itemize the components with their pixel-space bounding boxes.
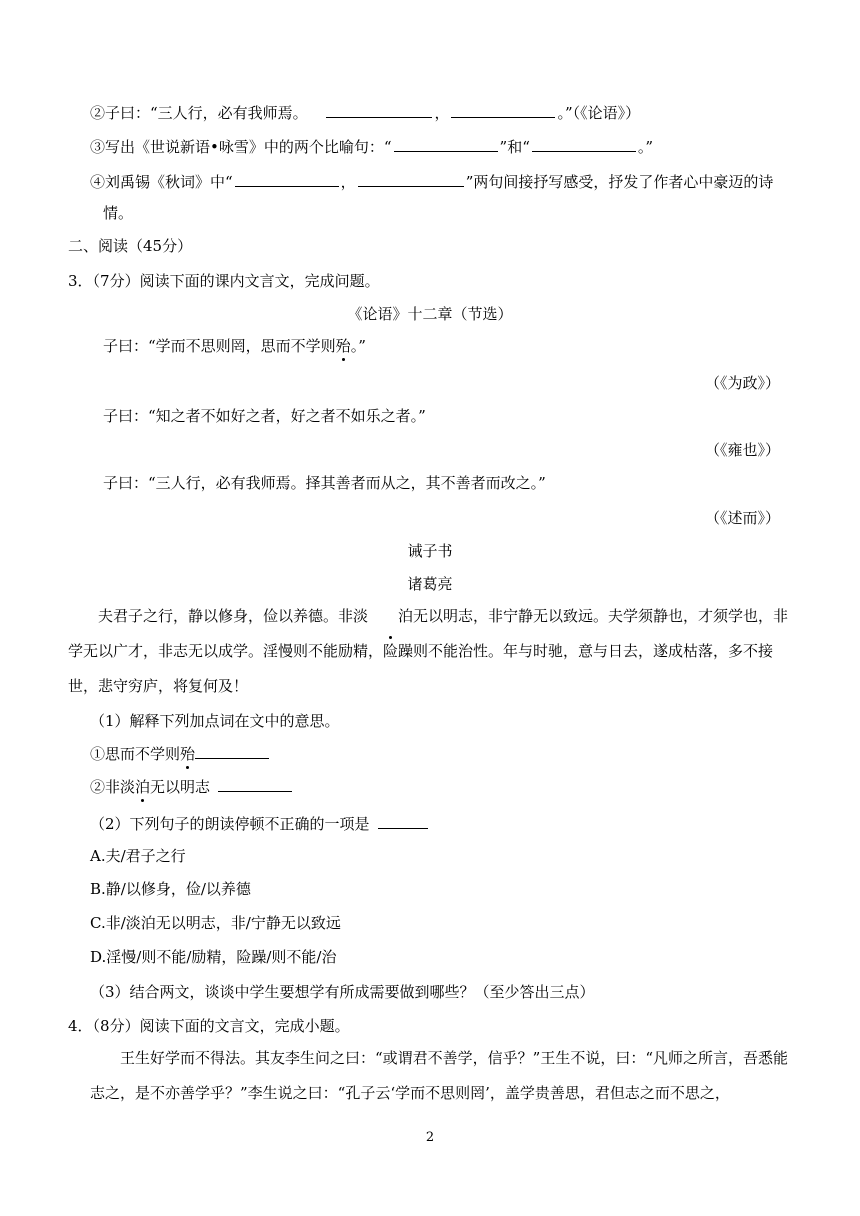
q2-item-3 — [90, 135, 653, 157]
q2-item3-and: ”和“ — [499, 138, 530, 156]
q2-item3-text-a: ③写出《世说新语•咏雪》中的两个比喻句：“ — [90, 138, 392, 156]
q2-item-4 — [90, 170, 773, 192]
sub1-item2-text-b: 无以明志 — [150, 778, 211, 796]
lunyu-line-2: 子曰：“知之者不如好之者，好之者不如乐之者。” — [103, 407, 426, 425]
option-a[interactable]: A.夫/君子之行 — [90, 847, 186, 865]
page-number: 2 — [425, 1130, 435, 1145]
sub1-item1-text: ①思而不学则 — [90, 745, 181, 763]
q3-sub2 — [90, 812, 430, 834]
answer-blank[interactable] — [451, 101, 555, 118]
q2-item4-comma: ， — [340, 173, 356, 191]
lunyu-source-2: （《雍也》） — [704, 441, 780, 459]
lunyu-title: 《论语》十二章（节选） — [347, 305, 513, 323]
jiezi-text-a: 夫君子之行，静以修身，俭以养德。非淡 — [98, 607, 369, 625]
q2-item4-text-a: ④刘禹锡《秋词》中“ — [90, 173, 233, 191]
q2-item3-end: 。” — [637, 138, 654, 156]
q3-sub1-item2 — [90, 775, 294, 797]
lunyu-line-3: 子曰：“三人行，必有我师焉。择其善者而从之，其不善者而改之。” — [103, 474, 546, 492]
dotted-word: 殆 — [335, 337, 351, 355]
dotted-word: 泊 — [368, 599, 413, 634]
q2-item4-wrap: 情。 — [103, 204, 134, 222]
jiezi-text-b: 无以明志，非宁静无以致远。夫学须静也，才须学也，非学无以广才，非志无以成学。淫慢则不能励精，险躁则不能治性。年与时驰，意与日去，遂成枯落，多不接世，悲守穷庐，将复何及！ — [68, 607, 789, 695]
q2-item4-text-c: ”两句间接抒写感受，抒发了作者心中豪迈的诗 — [465, 173, 774, 191]
section-title: 二、阅读（45分） — [68, 237, 193, 255]
q4-stem: 4．（8分）阅读下面的文言文，完成小题。 — [68, 1017, 350, 1035]
answer-blank[interactable] — [358, 170, 464, 187]
lunyu-line1-end: 。” — [350, 337, 366, 355]
sub1-item2-text-a: ②非淡 — [90, 778, 136, 796]
q3-sub3: （3）结合两文，谈谈中学生要想学有所成需要做到哪些？（至少答出三点） — [90, 983, 595, 1001]
q2-item2-source: 。”（《论语》） — [557, 104, 641, 122]
dotted-word: 泊 — [135, 778, 151, 796]
answer-blank[interactable] — [378, 812, 428, 829]
dotted-word: 殆 — [180, 745, 196, 763]
q2-item2-text-a: ②子曰：“三人行，必有我师焉。 — [90, 104, 308, 122]
option-b[interactable]: B.静/以修身，俭/以养德 — [90, 880, 251, 898]
option-c[interactable]: C.非/淡泊无以明志，非/宁静无以致远 — [90, 914, 341, 932]
lunyu-line1-text: 子曰：“学而不思则罔，思而不学则 — [103, 337, 336, 355]
jiezi-title: 诫子书 — [407, 542, 453, 560]
q3-sub1-item1 — [90, 742, 271, 764]
answer-blank[interactable] — [326, 101, 432, 118]
lunyu-source-3: （《述而》） — [704, 509, 780, 527]
q3-stem: 3．（7分）阅读下面的课内文言文，完成问题。 — [68, 272, 380, 290]
answer-blank[interactable] — [218, 775, 292, 792]
sub2-text: （2）下列句子的朗读停顿不正确的一项是 — [90, 815, 370, 833]
answer-blank[interactable] — [394, 135, 498, 152]
q3-sub1: （1）解释下列加点词在文中的意思。 — [90, 712, 340, 730]
answer-blank[interactable] — [195, 742, 269, 759]
lunyu-source-1: （《为政》） — [704, 374, 780, 392]
option-d[interactable]: D.淫慢/则不能/励精，险躁/则不能/治 — [90, 948, 337, 966]
jiezi-paragraph — [68, 599, 792, 704]
q4-paragraph: 王生好学而不得法。其友李生问之曰：“或谓君不善学，信乎？”王生不说，曰：“凡师之所言，吾悉能志之，是不亦善学乎？”李生说之曰：“孔子云‘学而不思则罔’，盖学贵善思，君但志之而不思之， — [90, 1049, 789, 1102]
jiezi-author: 诸葛亮 — [407, 575, 453, 593]
answer-blank[interactable] — [235, 170, 339, 187]
q2-item-2 — [90, 101, 640, 123]
answer-blank[interactable] — [532, 135, 636, 152]
q2-item2-comma: ， — [434, 104, 450, 122]
lunyu-line-1 — [103, 336, 366, 356]
